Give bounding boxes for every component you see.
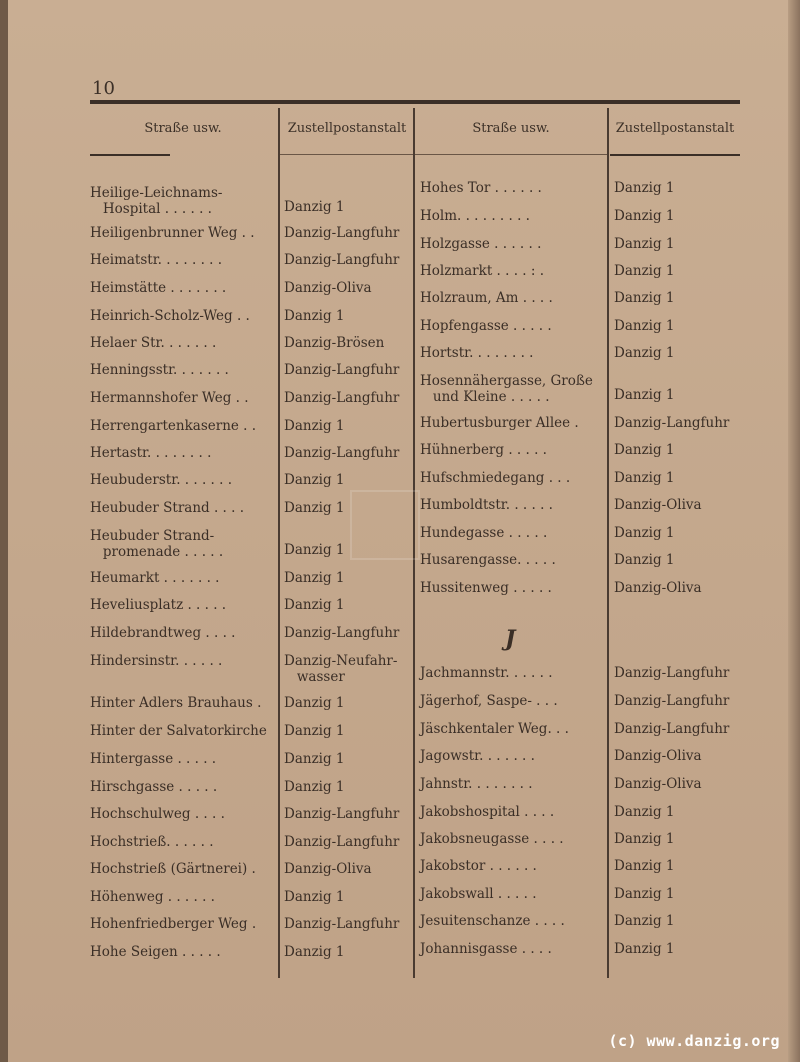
- post-office: Danzig-Oliva: [284, 861, 372, 877]
- post-office: Danzig 1: [614, 831, 675, 847]
- street-name: Heiligenbrunner Weg . .: [90, 225, 255, 241]
- post-office: Danzig-Langfuhr: [284, 390, 400, 406]
- street-name: Jesuitenschanze . . . .: [420, 913, 565, 929]
- street-name: Holzraum, Am . . . .: [420, 290, 553, 306]
- post-office: Danzig-Langfuhr: [284, 362, 400, 378]
- post-office: Danzig 1: [614, 804, 675, 820]
- street-name: Hubertusburger Allee .: [420, 415, 579, 431]
- post-office: Danzig-Langfuhr: [284, 806, 400, 822]
- street-name: Jachmannstr. . . . . .: [420, 665, 553, 681]
- header-rule-left: [90, 154, 170, 156]
- street-name: Hohe Seigen . . . . .: [90, 944, 221, 960]
- column-divider-3: [607, 108, 609, 978]
- post-office: Danzig 1: [614, 180, 675, 196]
- street-name: Hertastr. . . . . . . .: [90, 445, 212, 461]
- post-office: Danzig-Brösen: [284, 335, 385, 351]
- post-office: Danzig-Langfuhr: [284, 445, 400, 461]
- post-office: Danzig-Oliva: [284, 280, 372, 296]
- street-name: Hufschmiedegang . . .: [420, 470, 571, 486]
- post-office: Danzig 1: [284, 418, 345, 434]
- post-office: Danzig 1: [614, 290, 675, 306]
- header-street-right: Straße usw.: [472, 121, 550, 136]
- post-office: Danzig 1: [614, 442, 675, 458]
- post-office: Danzig 1: [614, 913, 675, 929]
- street-name: Jakobstor . . . . . .: [420, 858, 537, 874]
- street-name: Heimatstr. . . . . . . .: [90, 252, 223, 268]
- post-office: Danzig 1: [284, 889, 345, 905]
- street-name: Hermannshofer Weg . .: [90, 390, 249, 406]
- post-office: Danzig 1: [614, 941, 675, 957]
- street-name: Hohes Tor . . . . . .: [420, 180, 542, 196]
- street-name: Hirschgasse . . . . .: [90, 779, 218, 795]
- street-name: Hosennähergasse, Große und Kleine . . . . .: [420, 373, 593, 405]
- street-name: Hochstrieß. . . . . .: [90, 834, 214, 850]
- street-name: Herrengartenkaserne . .: [90, 418, 257, 434]
- post-office: Danzig 1: [284, 751, 345, 767]
- post-office: Danzig 1: [614, 525, 675, 541]
- street-name: Hohenfriedberger Weg .: [90, 916, 257, 932]
- post-office: Danzig 1: [284, 779, 345, 795]
- street-name: Hundegasse . . . . .: [420, 525, 548, 541]
- faded-stamp: [350, 490, 420, 560]
- street-name: Heubuder Strand . . . .: [90, 500, 245, 516]
- header-rule-middle: [280, 154, 608, 155]
- post-office: Danzig 1: [614, 208, 675, 224]
- street-name: Holm. . . . . . . . .: [420, 208, 530, 224]
- post-office: Danzig 1: [614, 858, 675, 874]
- street-name: Hinter der Salvatorkirche: [90, 723, 267, 739]
- top-rule: [90, 100, 740, 104]
- post-office: Danzig-Langfuhr: [284, 916, 400, 932]
- street-name: Heimstätte . . . . . . .: [90, 280, 227, 296]
- street-name: Heilige-Leichnams- Hospital . . . . . .: [90, 185, 223, 217]
- header-street-left: Straße usw.: [144, 121, 222, 136]
- post-office: Danzig 1: [284, 723, 345, 739]
- post-office: Danzig 1: [284, 199, 345, 215]
- post-office: Danzig-Oliva: [614, 580, 702, 596]
- post-office: Danzig 1: [284, 500, 345, 516]
- street-name: Husarengasse. . . . .: [420, 552, 556, 568]
- street-name: Höhenweg . . . . . .: [90, 889, 215, 905]
- street-name: Helaer Str. . . . . . .: [90, 335, 217, 351]
- street-name: Jakobswall . . . . .: [420, 886, 537, 902]
- post-office: Danzig 1: [614, 318, 675, 334]
- street-name: Jäschkentaler Weg. . .: [420, 721, 569, 737]
- street-name: Heveliusplatz . . . . .: [90, 597, 227, 613]
- street-name: Heinrich-Scholz-Weg . .: [90, 308, 250, 324]
- post-office: Danzig-Langfuhr: [614, 415, 730, 431]
- post-office: Danzig 1: [614, 886, 675, 902]
- street-name: Jagowstr. . . . . . .: [420, 748, 535, 764]
- watermark: (c) www.danzig.org: [608, 1032, 780, 1050]
- street-name: Hortstr. . . . . . . .: [420, 345, 534, 361]
- post-office: Danzig 1: [284, 542, 345, 558]
- post-office: Danzig 1: [614, 263, 675, 279]
- header-rule-right: [610, 154, 740, 156]
- page-number: 10: [92, 78, 115, 99]
- post-office: Danzig 1: [284, 695, 345, 711]
- street-name: Jägerhof, Saspe- . . .: [420, 693, 558, 709]
- street-name: Hussitenweg . . . . .: [420, 580, 552, 596]
- post-office: Danzig 1: [284, 472, 345, 488]
- street-name: Hildebrandtweg . . . .: [90, 625, 236, 641]
- street-name: Holzmarkt . . . . : .: [420, 263, 544, 279]
- post-office: Danzig 1: [284, 944, 345, 960]
- post-office: Danzig-Neufahr- wasser: [284, 653, 398, 685]
- street-name: Humboldtstr. . . . . .: [420, 497, 553, 513]
- street-name: Heubuderstr. . . . . . .: [90, 472, 232, 488]
- post-office: Danzig 1: [614, 236, 675, 252]
- post-office: Danzig 1: [284, 597, 345, 613]
- street-name: Hindersinstr. . . . . .: [90, 653, 223, 669]
- column-divider-1: [278, 108, 280, 978]
- post-office: Danzig-Oliva: [614, 776, 702, 792]
- street-name: Heubuder Strand- promenade . . . . .: [90, 528, 224, 560]
- street-name: Jakobsneugasse . . . .: [420, 831, 564, 847]
- scan-edge-right: [788, 0, 800, 1062]
- post-office: Danzig-Langfuhr: [614, 693, 730, 709]
- post-office: Danzig-Langfuhr: [284, 252, 400, 268]
- post-office: Danzig 1: [614, 552, 675, 568]
- post-office: Danzig 1: [614, 345, 675, 361]
- street-name: Holzgasse . . . . . .: [420, 236, 542, 252]
- post-office: Danzig-Langfuhr: [284, 625, 400, 641]
- street-name: Heumarkt . . . . . . .: [90, 570, 220, 586]
- street-name: Hühnerberg . . . . .: [420, 442, 547, 458]
- street-name: Hinter Adlers Brauhaus .: [90, 695, 262, 711]
- header-office-left: Zustellpostanstalt: [287, 121, 407, 136]
- street-name: Hochstrieß (Gärtnerei) .: [90, 861, 256, 877]
- scan-edge-left: [0, 0, 8, 1062]
- post-office: Danzig-Langfuhr: [614, 665, 730, 681]
- section-letter-j: J: [505, 626, 516, 652]
- street-name: Hintergasse . . . . .: [90, 751, 217, 767]
- post-office: Danzig-Langfuhr: [614, 721, 730, 737]
- post-office: Danzig-Langfuhr: [284, 834, 400, 850]
- street-name: Hochschulweg . . . .: [90, 806, 225, 822]
- post-office: Danzig 1: [284, 570, 345, 586]
- post-office: Danzig 1: [614, 470, 675, 486]
- post-office: Danzig-Langfuhr: [284, 225, 400, 241]
- header-office-right: Zustellpostanstalt: [615, 121, 735, 136]
- street-name: Henningsstr. . . . . . .: [90, 362, 229, 378]
- post-office: Danzig-Oliva: [614, 748, 702, 764]
- post-office: Danzig 1: [284, 308, 345, 324]
- post-office: Danzig 1: [614, 387, 675, 403]
- street-name: Hopfengasse . . . . .: [420, 318, 552, 334]
- street-name: Johannisgasse . . . .: [420, 941, 552, 957]
- post-office: Danzig-Oliva: [614, 497, 702, 513]
- street-name: Jakobshospital . . . .: [420, 804, 555, 820]
- street-name: Jahnstr. . . . . . . .: [420, 776, 533, 792]
